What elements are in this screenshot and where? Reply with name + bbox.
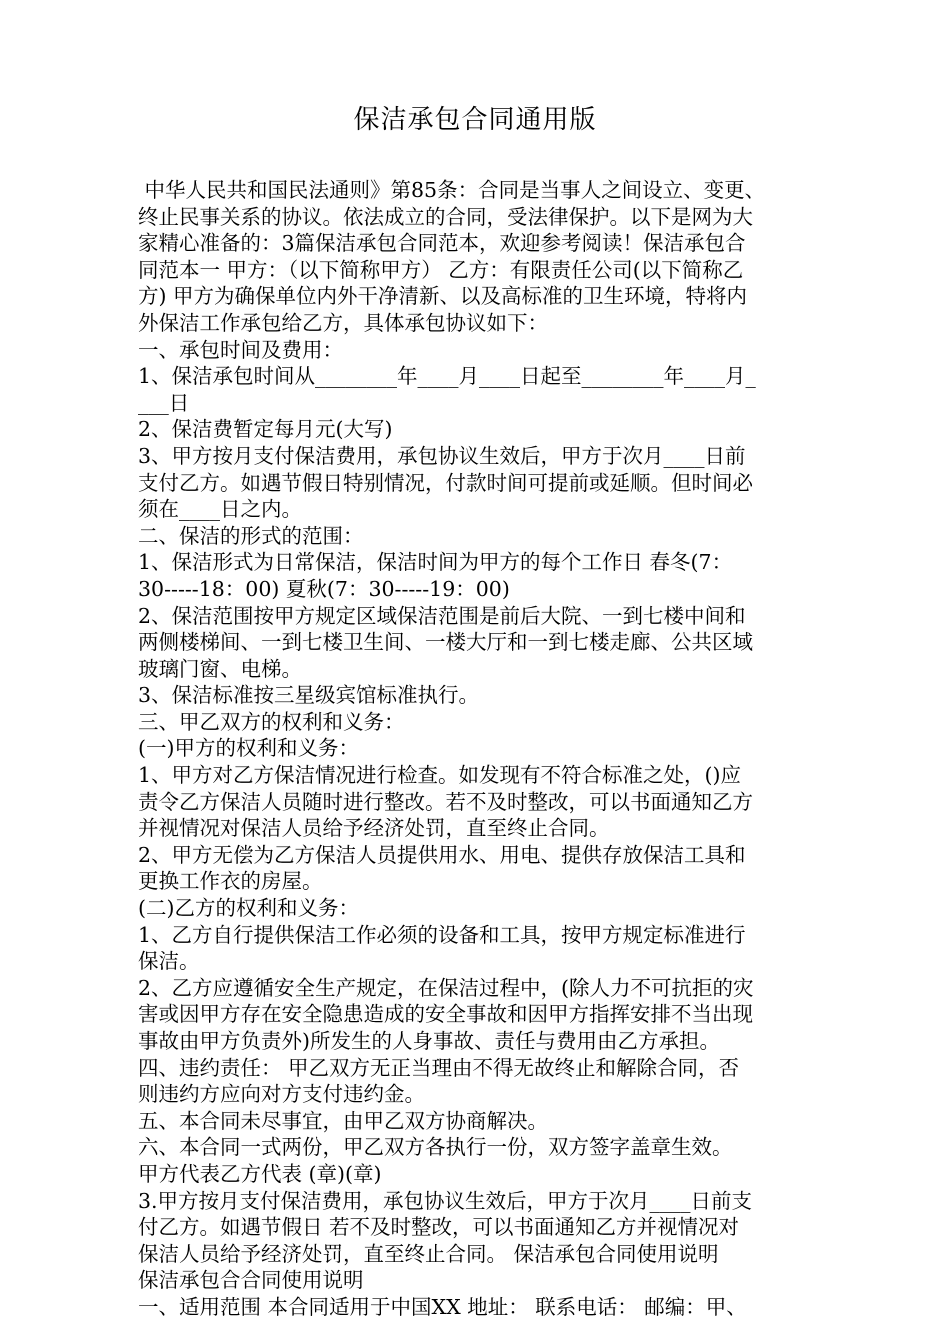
body-line: 害或因甲方存在安全隐患造成的安全事故和因甲方指挥安排不当出现 (138, 1002, 753, 1027)
body-line: 更换工作衣的房屋。 (138, 869, 323, 894)
body-line: 保洁人员给予经济处罚，直至终止合同。 保洁承包合同使用说明 (138, 1241, 719, 1266)
body-line: 2、乙方应遵循安全生产规定，在保洁过程中，(除人力不可抗拒的灾 (138, 975, 754, 1000)
body-line: 3、甲方按月支付保洁费用，承包协议生效后，甲方于次月____日前 (138, 443, 746, 468)
subsection-heading: (二)乙方的权利和义务： (138, 896, 359, 921)
body-line: 事故由甲方负责外)所发生的人身事故、责任与费用由乙方承担。 (138, 1029, 720, 1053)
section-heading: 一、承包时间及费用： (138, 337, 343, 362)
body-line: 30-----18：00) 夏秋(7：30-----19：00) (138, 576, 510, 601)
body-line: 3.甲方按月支付保洁费用，承包协议生效后，甲方于次月____日前支 (138, 1188, 753, 1213)
signature-line: 甲方代表乙方代表 (章)(章) (138, 1161, 382, 1186)
body-line: 家精心准备的：3篇保洁承包合同范本，欢迎参考阅读！保洁承包合 (138, 231, 746, 256)
body-line: 保洁承包合合同使用说明 (138, 1268, 364, 1293)
body-line: 同范本一 甲方：（以下简称甲方） 乙方：有限责任公司(以下简称乙 (138, 257, 744, 282)
body-line: 外保洁工作承包给乙方，具体承包协议如下： (138, 310, 548, 335)
body-line: 付乙方。如遇节假日 若不及时整改，可以书面通知乙方并视情况对 (138, 1215, 740, 1240)
section-heading: 五、本合同未尽事宜，由甲乙双方协商解决。 (138, 1108, 548, 1133)
document-body (138, 177, 818, 1321)
body-line: 则违约方应向对方支付违约金。 (138, 1082, 425, 1107)
body-line: 支付乙方。如遇节假日特别情况，付款时间可提前或延顺。但时间必 (138, 470, 753, 495)
body-line: 中华人民共和国民法通则》第85条：合同是当事人之间设立、变更、 (138, 178, 766, 202)
document-title: 保洁承包合同通用版 (353, 105, 597, 135)
section-heading: 六、本合同一式两份，甲乙双方各执行一份，双方签字盖章生效。 (138, 1135, 733, 1160)
body-line: 1、保洁形式为日常保洁，保洁时间为甲方的每个工作日 春冬(7： (138, 550, 733, 575)
body-line: 1、乙方自行提供保洁工作必须的设备和工具，按甲方规定标准进行 (138, 922, 746, 947)
section-heading: 一、适用范围 本合同适用于中国XX 地址： 联系电话： 邮编：甲、 (138, 1294, 747, 1319)
body-line: 保洁。 (138, 949, 200, 974)
body-line: 方) 甲方为确保单位内外干净清新、以及高标准的卫生环境，特将内 (138, 284, 748, 309)
body-line: 1、甲方对乙方保洁情况进行检查。如发现有不符合标准之处，()应 (138, 763, 742, 788)
body-line: 两侧楼梯间、一到七楼卫生间、一楼大厅和一到七楼走廊、公共区域 (138, 630, 753, 655)
section-heading: 四、违约责任： 甲乙双方无正当理由不得无故终止和解除合同，否 (138, 1055, 740, 1080)
body-line: 须在____日之内。 (138, 497, 302, 522)
body-line: 2、甲方无偿为乙方保洁人员提供用水、用电、提供存放保洁工具和 (138, 842, 746, 867)
section-heading: 二、保洁的形式的范围： (138, 523, 364, 548)
body-line: 终止民事关系的协议。依法成立的合同，受法律保护。以下是网为大 (138, 204, 753, 229)
body-line: 并视情况对保洁人员给予经济处罚，直至终止合同。 (138, 816, 610, 841)
body-line: 2、保洁范围按甲方规定区域保洁范围是前后大院、一到七楼中间和 (138, 603, 746, 628)
body-line: 1、保洁承包时间从________年____月____日起至________年____月_ (138, 364, 756, 389)
body-line: 责令乙方保洁人员随时进行整改。若不及时整改，可以书面通知乙方 (138, 789, 753, 814)
body-line: 2、保洁费暂定每月元(大写) (138, 417, 393, 442)
body-line: 3、保洁标准按三星级宾馆标准执行。 (138, 683, 480, 708)
subsection-heading: (一)甲方的权利和义务： (138, 736, 359, 761)
section-heading: 三、甲乙双方的权利和义务： (138, 709, 405, 734)
body-line: ___日 (138, 390, 190, 415)
body-line: 玻璃门窗、电梯。 (138, 656, 302, 681)
